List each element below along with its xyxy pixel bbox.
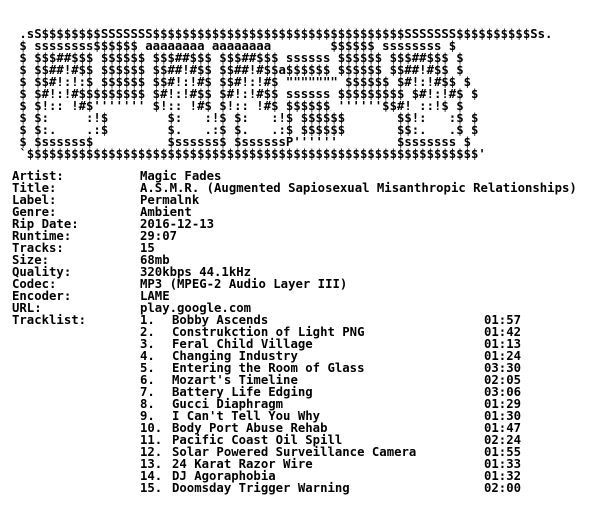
info-row-genre — [12, 206, 616, 218]
info-row-url — [12, 302, 616, 314]
track-duration: 02:24 — [484, 433, 522, 447]
info-row-runtime — [12, 230, 616, 242]
release-info — [12, 170, 616, 314]
track-title: Gucci Diaphragm — [172, 397, 284, 411]
track-title: Doomsday Trigger Warning — [172, 481, 350, 495]
track-row — [12, 446, 616, 458]
track-title: Solar Powered Surveillance Camera — [172, 445, 417, 459]
tracklist-indent — [12, 422, 140, 434]
track-number: 5. — [140, 361, 155, 375]
info-value: A.S.M.R. (Augmented Sapiosexual Misanthropic Relationships) — [140, 181, 577, 195]
track-duration: 01:33 — [484, 457, 522, 471]
track-title: Entering the Room of Glass — [172, 361, 365, 375]
tracklist-indent — [12, 386, 140, 398]
tracklist-indent — [12, 374, 140, 386]
info-row-size — [12, 254, 616, 266]
track-number: 8. — [140, 397, 155, 411]
tracklist-indent — [12, 350, 140, 362]
tracklist-indent — [12, 326, 140, 338]
track-number: 6. — [140, 373, 155, 387]
track-number: 2. — [140, 325, 155, 339]
track-duration: 01:24 — [484, 349, 522, 363]
track-number: 3. — [140, 337, 155, 351]
info-value: Magic Fades — [140, 169, 222, 183]
track-number: 7. — [140, 385, 155, 399]
info-value: 68mb — [140, 253, 170, 267]
info-value: play.google.com — [140, 301, 252, 315]
track-title: Body Port Abuse Rehab — [172, 421, 328, 435]
info-value: 2016-12-13 — [140, 217, 215, 231]
tracklist-label: Tracklist: — [12, 313, 87, 327]
track-row — [12, 458, 616, 470]
info-value: Ambient — [140, 205, 192, 219]
info-key: Title: — [12, 181, 57, 195]
info-value: 15 — [140, 241, 155, 255]
track-number: 11. — [140, 433, 163, 447]
track-title: Construkction of Light PNG — [172, 325, 365, 339]
info-row-label — [12, 194, 616, 206]
info-key: Rip Date: — [12, 217, 79, 231]
track-duration: 02:05 — [484, 373, 522, 387]
info-row-title — [12, 182, 616, 194]
tracklist-indent — [12, 482, 140, 494]
info-value: 29:07 — [140, 229, 178, 243]
track-duration: 03:30 — [484, 361, 522, 375]
ascii-logo: .sS$$$$$$$$SSSSSSS$$$$$$$$$$$$$$$$$$$$$$$$$$$$$$$$$$SSSSSSS$$$$$$$$$$Ss. $ ssssssss$$$$$$ aaaaaaaa aaaaaaaa $$$$$$ ssssssss $ $ $$$##$$$ $$$$$$ $$$##$$$ $$$##$$$ ssssss $$$$$$ $$$##$$$ $ $ $$##!#$$ $$$$$$ $$##!#$$ $$##!#$$a$$$$$$ $$$$$$ $$##!#$$ $ $ $$#!:!:$ $$$$$$ $$#!:!#$ $$#!:!#$ """"""" $$$$$$ $#!:!#$$ $ $ $#!:!#$$$$$$$$$ $#!:!#$$ $#!:!#$$ ssssss $$$$$$$$$ $#!:!#$ $ $ $!:: !#$''''''' $!:: !#$ $!:: !#$ $$$$$$ ''''''$$#! ::!$ $ $ $: :!$ $: :!$ $: :!$ $$$$$$ $$!: :$ $ $ $:. .:$ $. .:$ $. .:$ $$$$$$ $$:. .$ $ $ $ssssss$ $ssssss$ $ssssssP'''''' $sssssss $ `$$$$$$$$$$$$$$$$$$$$$$$$$$$$$$$$$$$$$$$$$$$$$$$$$$$$$$$$$$$$$' — [19, 27, 553, 161]
track-number: 14. — [140, 469, 163, 483]
track-title: Pacific Coast Oil Spill — [172, 433, 343, 447]
track-duration: 03:06 — [484, 385, 522, 399]
track-title: DJ Agoraphobia — [172, 469, 276, 483]
tracklist-indent — [12, 410, 140, 422]
info-key: Tracks: — [12, 241, 64, 255]
track-title: Bobby Ascends — [172, 313, 269, 327]
info-key: Quality: — [12, 265, 72, 279]
tracklist-indent — [12, 338, 140, 350]
track-title: Feral Child Village — [172, 337, 313, 351]
track-number: 10. — [140, 421, 163, 435]
tracklist-indent — [12, 362, 140, 374]
tracklist-indent — [12, 470, 140, 482]
track-number: 12. — [140, 445, 163, 459]
info-row-tracks — [12, 242, 616, 254]
track-number: 4. — [140, 349, 155, 363]
tracklist-indent — [12, 434, 140, 446]
info-row-encoder — [12, 290, 616, 302]
info-key: Encoder: — [12, 289, 72, 303]
info-key: Label: — [12, 193, 57, 207]
track-duration: 01:30 — [484, 409, 522, 423]
info-key: Size: — [12, 253, 50, 267]
track-row — [12, 374, 616, 386]
track-number: 9. — [140, 409, 155, 423]
track-duration: 02:00 — [484, 481, 522, 495]
info-key: URL: — [12, 301, 42, 315]
track-row — [12, 326, 616, 338]
info-key: Genre: — [12, 205, 57, 219]
info-row-codec — [12, 278, 616, 290]
track-number: 15. — [140, 481, 163, 495]
track-duration: 01:55 — [484, 445, 522, 459]
info-key: Codec: — [12, 277, 57, 291]
track-duration: 01:57 — [484, 313, 522, 327]
track-duration: 01:42 — [484, 325, 522, 339]
track-row — [12, 482, 616, 494]
track-duration: 01:29 — [484, 397, 522, 411]
track-duration: 01:47 — [484, 421, 522, 435]
track-number: 13. — [140, 457, 163, 471]
info-key: Artist: — [12, 169, 64, 183]
track-row — [12, 338, 616, 350]
track-row — [12, 386, 616, 398]
info-value: Permalnk — [140, 193, 200, 207]
track-title: 24 Karat Razor Wire — [172, 457, 313, 471]
track-duration: 01:32 — [484, 469, 522, 483]
info-row-rip-date — [12, 218, 616, 230]
info-key: Runtime: — [12, 229, 72, 243]
track-duration: 01:13 — [484, 337, 522, 351]
track-number: 1. — [140, 313, 155, 327]
tracklist-indent — [12, 398, 140, 410]
tracklist-indent — [12, 458, 140, 470]
track-title: Changing Industry — [172, 349, 298, 363]
track-row — [12, 362, 616, 374]
tracklist — [12, 314, 616, 494]
track-title: Mozart's Timeline — [172, 373, 298, 387]
info-value: LAME — [140, 289, 170, 303]
track-title: I Can't Tell You Why — [172, 409, 321, 423]
info-value: MP3 (MPEG-2 Audio Layer III) — [140, 277, 348, 291]
tracklist-indent — [12, 446, 140, 458]
track-title: Battery Life Edging — [172, 385, 313, 399]
info-value: 320kbps 44.1kHz — [140, 265, 252, 279]
